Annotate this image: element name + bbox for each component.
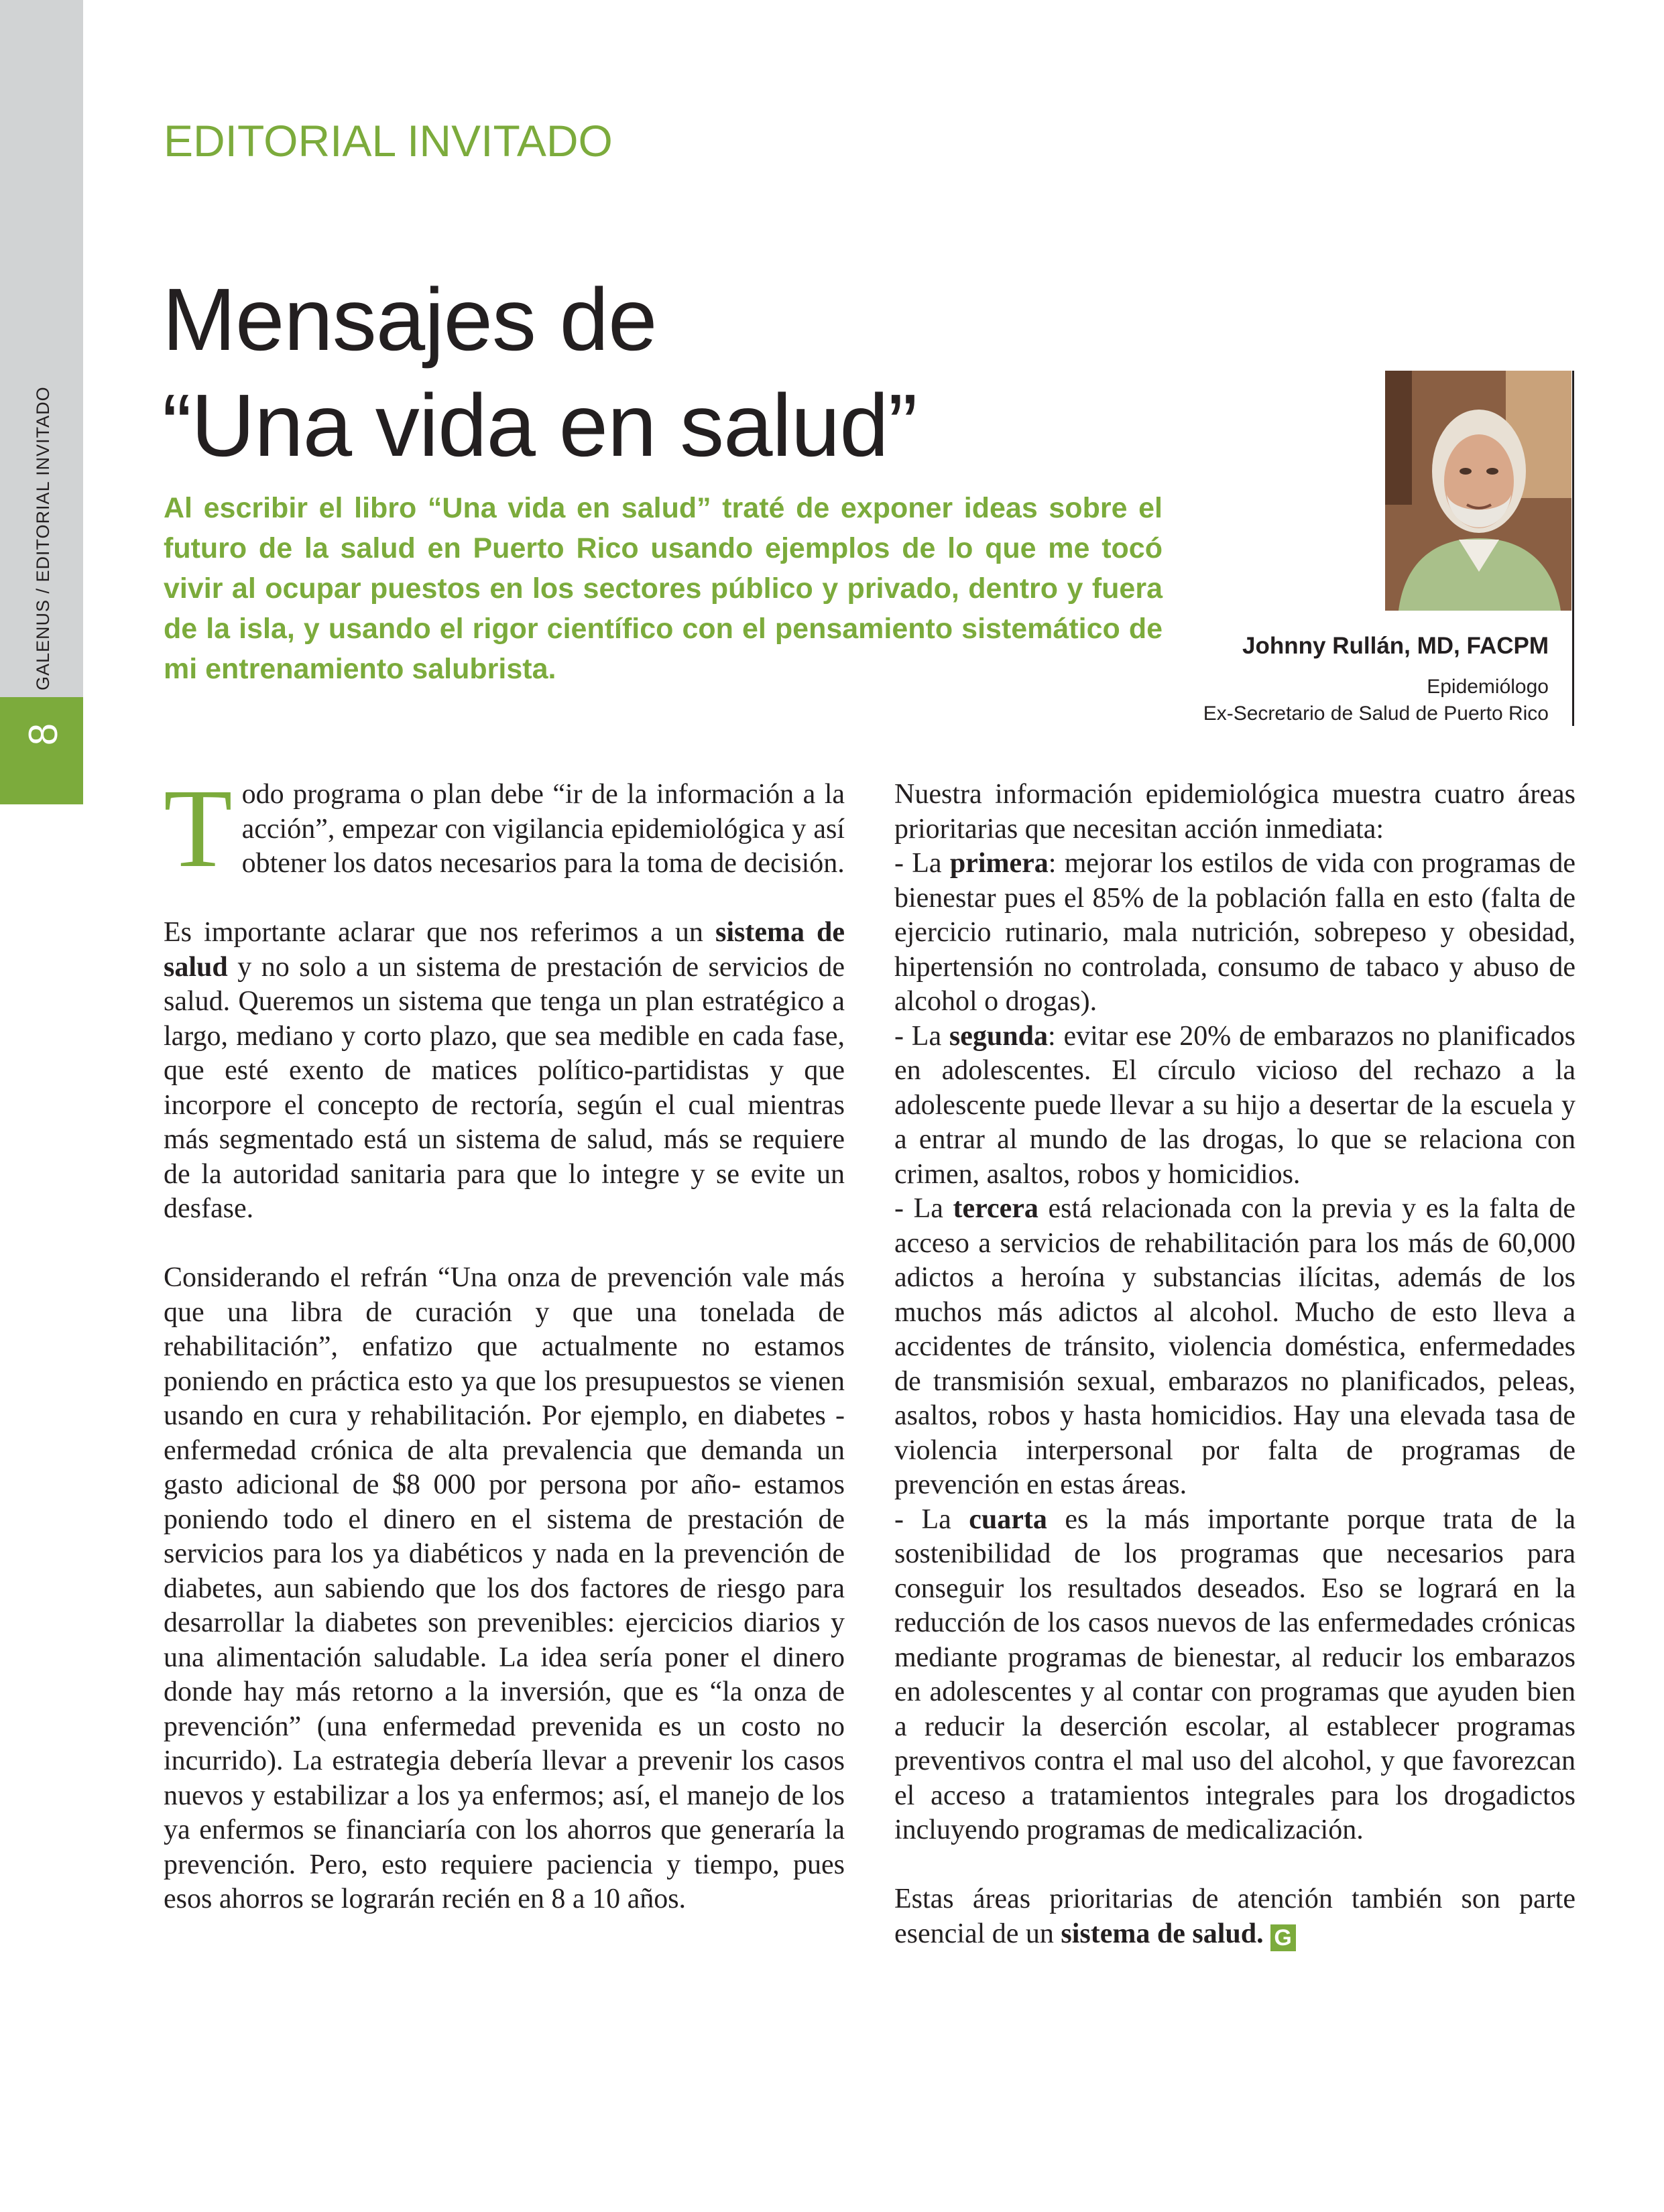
title-line-1: Mensajes de [162,270,657,369]
end-mark-icon: G [1270,1924,1296,1951]
page-number-text: 8 [21,723,66,745]
author-role [1203,674,1549,727]
item-prefix: - La [894,848,950,879]
section-label: EDITORIAL INVITADO [164,116,613,166]
item-text: : mejorar los estilos de vida con programas de bienestar pues el 85% de la población falla en esto (falta de ejercicio rutinario, mala nutrición, sobrepeso y obesidad, hipertensión no controlada, consumo de tabaco y abuso de alcohol o drogas). [894,848,1576,1017]
priorities-intro: Nuestra información epidemiológica muestra cuatro áreas prioritarias que necesitan acción inmediata: [894,779,1576,845]
item-text: está relacionada con la previa y es la falta de acceso a servicios de rehabilitación para los más de 60,000 adictos a heroína y substancias ilícitas, además de los muchos más adictos al alcohol. Mucho de esto lleva a accidentes de tránsito, violencia doméstica, enfermedades de transmisión sexual, embarazos no planificados, peleas, asaltos, robos y hasta homicidios. Hay una elevada tasa de violencia interpersonal por falta de programas de prevención en estas áreas. [894,1193,1576,1500]
closing-text: Estas áreas prioritarias de atención también son parte esencial de un [894,1884,1576,1949]
author-portrait-illustration [1385,371,1571,611]
paragraph-1-text: odo programa o plan debe “ir de la información a la acción”, empezar con vigilancia epidemiológica y así obtener los datos necesarios para la toma de decisión. [241,779,845,879]
sidebar-caption [27,375,60,690]
priority-item-4 [894,1503,1576,1848]
item-text: : evitar ese 20% de embarazos no planificados en adolescentes. El círculo vicioso del rechazo a la adolescente puede llevar a su hijo a desertar de la escuela y a entrar al mundo de las drogas, lo que se relaciona con crimen, asaltos, robos y homicidios. [894,1020,1576,1190]
priority-item-1 [894,847,1576,1020]
paragraph-1 [164,766,845,891]
title-line-2: “Una vida en salud” [162,376,917,475]
item-keyword: tercera [953,1193,1038,1224]
sidebar-caption-text: GALENUS / EDITORIAL INVITADO [33,386,53,690]
author-name: Johnny Rullán, MD, FACPM [1242,633,1549,659]
priority-item-2 [894,1020,1576,1192]
item-prefix: - La [894,1193,953,1224]
right-column [894,778,1576,1951]
left-column [164,766,845,1917]
closing-bold: sistema de salud. [1061,1918,1264,1949]
paragraph-2-text-a: Es importante aclarar que nos referimos a un [164,917,715,948]
page-number [20,704,67,764]
item-text: es la más importante porque trata de la sostenibilidad de los programas que necesarios para conseguir los resultados deseados. Eso se logrará en la reducción de los casos nuevos de las enfermedades crónicas mediante programas de bienestar, al reducir los embarazos en adolescentes y al contar con programas que ayuden bien a reducir la deserción escolar, al establecer programas preventivos contra el mal uso del alcohol, y que favorezcan el acceso a tratamientos integrales para los drogadictos incluyendo programas de medicalización. [894,1503,1576,1845]
drop-cap: T [164,766,233,891]
paragraph-2 [164,916,845,1227]
article-lede: Al escribir el libro “Una vida en salud” traté de exponer ideas sobre el futuro de la salud en Puerto Rico usando ejemplos de lo que me tocó vivir al ocupar puestos en los sectores público y privado, dentro y fuera de la isla, y usando el rigor científico con el pensamiento sistemático de mi entrenamiento salubrista. [164,492,1163,685]
author-photo [1385,371,1571,611]
item-keyword: segunda [949,1020,1048,1052]
item-prefix: - La [894,1503,969,1535]
author-rule [1572,371,1574,726]
priority-item-3 [894,1192,1576,1503]
author-role-2: Ex-Secretario de Salud de Puerto Rico [1203,702,1549,725]
item-keyword: primera [949,848,1049,879]
article-title [162,267,1168,479]
paragraph-2-text-b: y no solo a un sistema de prestación de servicios de salud. Queremos un sistema que tenga un plan estratégico a largo, mediano y corto plazo, que sea medible en cada fase, que esté exento de matices político-partidistas y que incorpore el concepto de rectoría, según el cual mientras más segmentado está un sistema de salud, más se requiere de la autoridad sanitaria para que lo integre y se evite un desfase. [164,951,845,1224]
author-role-1: Epidemiólogo [1427,676,1549,698]
item-prefix: - La [894,1020,949,1052]
paragraph-3: Considerando el refrán “Una onza de prevención vale más que una libra de curación y que una tonelada de rehabilitación”, enfatizo que actualmente no estamos poniendo en práctica esto ya que los presupuestos se vienen usando en cura y rehabilitación. Por ejemplo, en diabetes -enfermedad crónica de alta prevalencia que demanda un gasto adicional de $8 000 por persona por año- estamos poniendo todo el dinero en el sistema de prestación de servicios para los ya diabéticos y nada en la prevención de diabetes, aun sabiendo que los dos factores de riesgo para desarrollar la diabetes son prevenibles: ejercicios diarios y una alimentación saludable. La idea sería poner el dinero donde hay más retorno a la inversión, que es “la onza de prevención” (una enfermedad prevenida es un costo no incurrido). La estrategia debería llevar a prevenir los casos nuevos y estabilizar a los ya enfermos; así, el manejo de los ya enfermos se financiaría con los ahorros que generaría la prevención. Pero, esto requiere paciencia y tiempo, pues esos ahorros se lograrán recién en 8 a 10 años. [164,1262,845,1914]
paragraph-2-bold: sistema de salud [164,917,845,983]
closing-paragraph [894,1882,1576,1951]
item-keyword: cuarta [969,1503,1047,1535]
